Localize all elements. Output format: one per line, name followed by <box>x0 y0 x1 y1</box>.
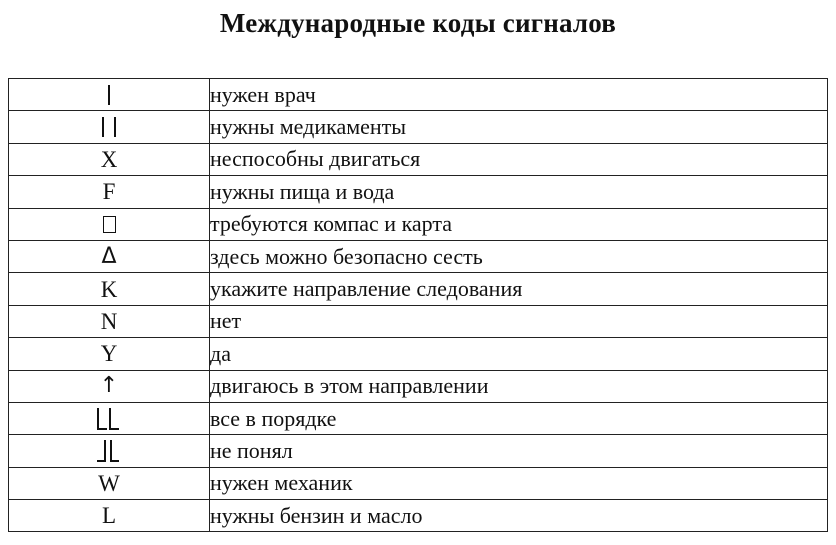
meaning-cell: двигаюсь в этом направлении <box>210 370 828 402</box>
meaning-cell: неспособны двигаться <box>210 143 828 175</box>
table-row <box>9 143 828 175</box>
symbol-cell: K <box>9 273 210 305</box>
table-row <box>9 500 828 532</box>
meaning-cell: нужны бензин и масло <box>210 500 828 532</box>
symbol-cell: Δ <box>9 240 210 272</box>
j-l-icon <box>95 440 123 462</box>
symbol-cell: Y <box>9 338 210 370</box>
symbol-cell <box>9 79 210 111</box>
meaning-cell: нет <box>210 305 828 337</box>
meaning-cell: нужен врач <box>210 79 828 111</box>
table-row <box>9 240 828 272</box>
symbol-cell: N <box>9 305 210 337</box>
meaning-cell: да <box>210 338 828 370</box>
meaning-cell: здесь можно безопасно сесть <box>210 240 828 272</box>
symbol-cell: L <box>9 500 210 532</box>
table-row <box>9 273 828 305</box>
double-vertical-bar-icon <box>102 117 116 137</box>
table-row <box>9 111 828 143</box>
symbol-cell: ↑ <box>9 370 210 402</box>
table-row <box>9 402 828 434</box>
single-vertical-bar-icon <box>108 85 110 105</box>
meaning-cell: нужны медикаменты <box>210 111 828 143</box>
meaning-cell: укажите направление следования <box>210 273 828 305</box>
table-row <box>9 467 828 499</box>
double-l-icon <box>95 408 123 430</box>
symbol-cell: X <box>9 143 210 175</box>
page-title: Международные коды сигналов <box>219 8 617 38</box>
table-row <box>9 370 828 402</box>
symbol-cell <box>9 435 210 467</box>
square-icon <box>103 216 116 233</box>
symbol-cell: F <box>9 176 210 208</box>
signal-codes-table <box>8 78 828 532</box>
meaning-cell: требуются компас и карта <box>210 208 828 240</box>
meaning-cell: нужен механик <box>210 467 828 499</box>
meaning-cell: нужны пища и вода <box>210 176 828 208</box>
meaning-cell: не понял <box>210 435 828 467</box>
symbol-cell: W <box>9 467 210 499</box>
table-row <box>9 79 828 111</box>
symbol-cell <box>9 208 210 240</box>
symbol-cell <box>9 402 210 434</box>
table-row <box>9 208 828 240</box>
table-row <box>9 435 828 467</box>
table-row <box>9 305 828 337</box>
table-row <box>9 338 828 370</box>
meaning-cell: все в порядке <box>210 402 828 434</box>
symbol-cell <box>9 111 210 143</box>
table-row <box>9 176 828 208</box>
